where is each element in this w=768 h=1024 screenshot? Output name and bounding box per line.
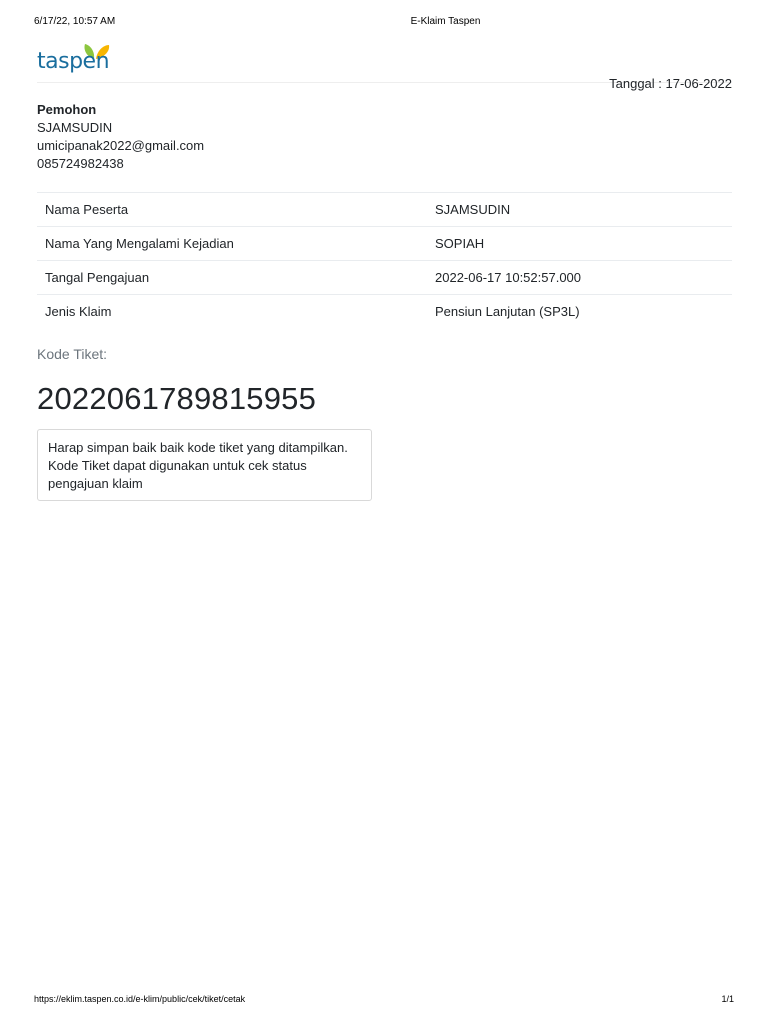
detail-key: Nama Yang Mengalami Kejadian (37, 227, 427, 261)
note-line: Harap simpan baik baik kode tiket yang ditampilkan. (48, 440, 348, 455)
detail-key: Tangal Pengajuan (37, 261, 427, 295)
note-line: Kode Tiket dapat digunakan untuk cek status (48, 458, 307, 473)
detail-key: Jenis Klaim (37, 295, 427, 329)
detail-value: Pensiun Lanjutan (SP3L) (427, 295, 732, 329)
note-line: pengajuan klaim (48, 476, 143, 491)
detail-value: SJAMSUDIN (427, 193, 732, 227)
ticket-label: Kode Tiket: (37, 346, 108, 362)
applicant-email: umicipanak2022@gmail.com (37, 138, 205, 153)
print-datetime: 6/17/22, 10:57 AM (34, 16, 116, 27)
applicant-block (37, 101, 204, 173)
print-footer (0, 994, 768, 1008)
applicant-name: SJAMSUDIN (37, 120, 113, 135)
ticket-note (37, 429, 372, 501)
table-row (37, 193, 732, 227)
table-row (37, 261, 732, 295)
applicant-label: Pemohon (37, 102, 97, 117)
detail-key: Nama Peserta (37, 193, 427, 227)
claim-details-table (37, 192, 732, 328)
logo-wordmark: taspen (37, 49, 110, 74)
ticket-code: 2022061789815955 (37, 381, 317, 416)
table-row (37, 295, 732, 329)
print-page-number: 1/1 (721, 994, 734, 1004)
detail-value: 2022-06-17 10:52:57.000 (427, 261, 732, 295)
print-page-title: E-Klaim Taspen (410, 16, 481, 27)
detail-value: SOPIAH (427, 227, 732, 261)
document-date: Tanggal : 17-06-2022 (609, 76, 732, 91)
applicant-phone: 085724982438 (37, 156, 124, 171)
taspen-logo (37, 42, 117, 76)
print-url: https://eklim.taspen.co.id/e-klim/public/cek/tiket/cetak (34, 994, 246, 1004)
print-header (0, 16, 768, 30)
table-row (37, 227, 732, 261)
